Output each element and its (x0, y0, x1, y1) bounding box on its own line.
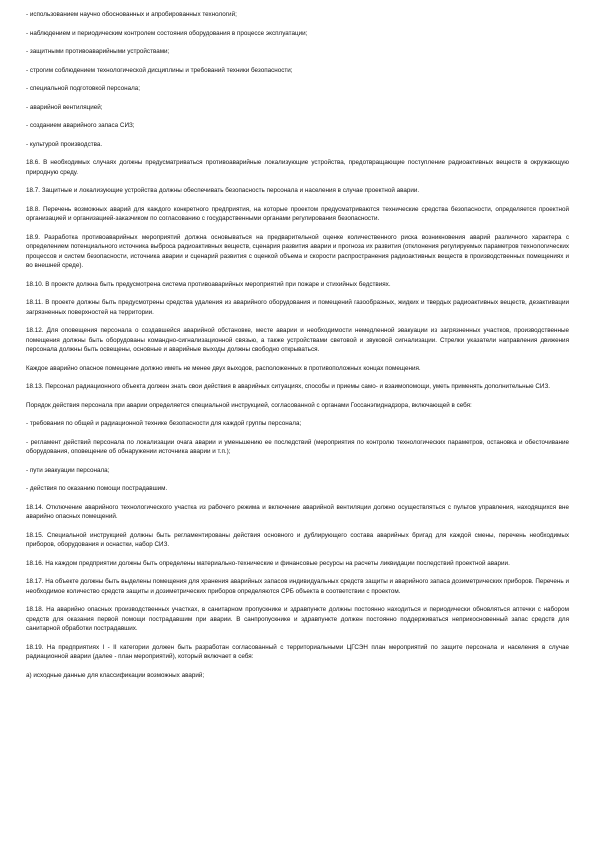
paragraph-exits: Каждое аварийно опасное помещение должно иметь не менее двух выходов, расположенных в противоположных концах помещения. (26, 364, 421, 372)
paragraph-procedure: Порядок действия персонала при аварии определяется специальной инструкцией, согласованной с органами Госсанэпиднадзора, включающей в себя: (26, 401, 472, 409)
list-item: - защитными противоаварийными устройствами; (26, 48, 170, 55)
paragraph-18-18: 18.18. На аварийно опасных производственных участках, в санитарном пропускнике и здравпункте должны постоянно находиться и периодически обновляться аптечки с набором средств для оказания первой помощи пострадавшим при аварии. В санпропускнике и здравпункте должен постоянно поддерживаться неприкосновенный запас средств для санитарной обработки пострадавших. (26, 606, 569, 632)
paragraph-18-12: 18.12. Для оповещения персонала о создавшейся аварийной обстановке, месте аварии и необходимости немедленной эвакуации из загрязненных участков, производственные помещения должны быть оборудованы командно-сигнализационной связью, а также устройствами световой и звуковой сигнализации. Стрелки указатели направления движения персонала должны быть освещены, основные и аварийные выходы должны свободно открываться. (26, 327, 569, 353)
list-item: а) исходные данные для классификации возможных аварий; (26, 671, 205, 679)
list-item: - регламент действий персонала по локализации очага аварии и уменьшению ее последствий (мероприятия по контролю технологических параметров, остановка и обесточивание оборудования, оповещение об обнаружении источника аварии и т.п.); (26, 438, 569, 455)
paragraph-18-15: 18.15. Специальной инструкцией должны быть регламентированы действия основного и дублирующего состава аварийных бригад для каждой смены, перечень необходимых приборов, оборудования и оснастки, набор СИЗ. (26, 531, 569, 548)
list-item: - аварийной вентиляцией; (26, 103, 103, 111)
list-item: - наблюдением и периодическим контролем состояния оборудования в процессе эксплуатации; (26, 29, 308, 37)
paragraph-18-13: 18.13. Персонал радиационного объекта должен знать свои действия в аварийных ситуациях, способы и приемы само- и взаимопомощи, уметь применять дополнительные СИЗ. (26, 383, 551, 390)
list-item: - созданием аварийного запаса СИЗ; (26, 122, 135, 129)
paragraph-18-14: 18.14. Отключение аварийного технологического участка из рабочего режима и включение аварийной вентиляции должно осуществляться с пультов управления, находящихся вне аварийно опасных помещений. (26, 503, 569, 520)
paragraph-18-8: 18.8. Перечень возможных аварий для каждого конкретного предприятия, на которые проектом предусматриваются технические средства безопасности, определяется проектной организацией и организацией-заказчиком по согласованию с государственными органами регулирования безопасности. (26, 205, 569, 222)
paragraph-18-6: 18.6. В необходимых случаях должны предусматриваться противоаварийные локализующие устройства, предотвращающие поступление радиоактивных веществ в окружающую природную среду. (26, 159, 569, 176)
paragraph-18-17: 18.17. На объекте должны быть выделены помещения для хранения аварийных запасов индивидуальных средств защиты и аварийного запаса дозиметрических приборов. Перечень и необходимое количество средств защиты и дозиметрических приборов определяются СРБ объекта в соответствии с проектом. (26, 578, 569, 595)
list-item: - специальной подготовкой персонала; (26, 85, 140, 92)
list-item: - пути эвакуации персонала; (26, 466, 110, 474)
paragraph-18-16: 18.16. На каждом предприятии должны быть определены материально-технические и финансовые ресурсы на расчеты ликвидации последствий проектной аварии. (26, 559, 510, 567)
list-item: - требования по общей и радиационной технике безопасности для каждой группы персонала; (26, 420, 302, 427)
list-item: - использованием научно обоснованных и апробированных технологий; (26, 11, 237, 18)
list-item: - строгим соблюдением технологической дисциплины и требований техники безопасности; (26, 66, 293, 74)
paragraph-18-9: 18.9. Разработка противоаварийных мероприятий должна основываться на предварительной оценке количественного риска возникновения аварий различного характера с определением потенциального источника выброса радиоактивных веществ, сценария развития аварии и прогноза их развития (отклонения регулируемых параметров технологических процессов и систем безопасности, источника аварии и сценарий развития с оценкой объема и скорости распространения радиоактивных веществ в производственных помещениях и во внешней среде). (26, 233, 569, 269)
list-item: - действия по оказанию помощи пострадавшим. (26, 485, 168, 492)
list-item: - культурой производства. (26, 140, 103, 148)
paragraph-18-10: 18.10. В проекте должна быть предусмотрена система противоаварийных мероприятий при пожаре и стихийных бедствиях. (26, 280, 391, 288)
paragraph-18-7: 18.7. Защитные и локализующие устройства должны обеспечивать безопасность персонала и населения в случае проектной аварии. (26, 187, 420, 194)
paragraph-18-11: 18.11. В проекте должны быть предусмотрены средства удаления из аварийного оборудования и помещений газообразных, жидких и твердых радиоактивных веществ, дезактивации загрязненных поверхностей на территории. (26, 299, 569, 316)
paragraph-18-19: 18.19. На предприятиях I - II категории должен быть разработан согласованный с территориальными ЦГСЭН план мероприятий по защите персонала и населения в случае радиационной аварии (далее - план мероприятий), который включает в себя: (26, 643, 569, 660)
